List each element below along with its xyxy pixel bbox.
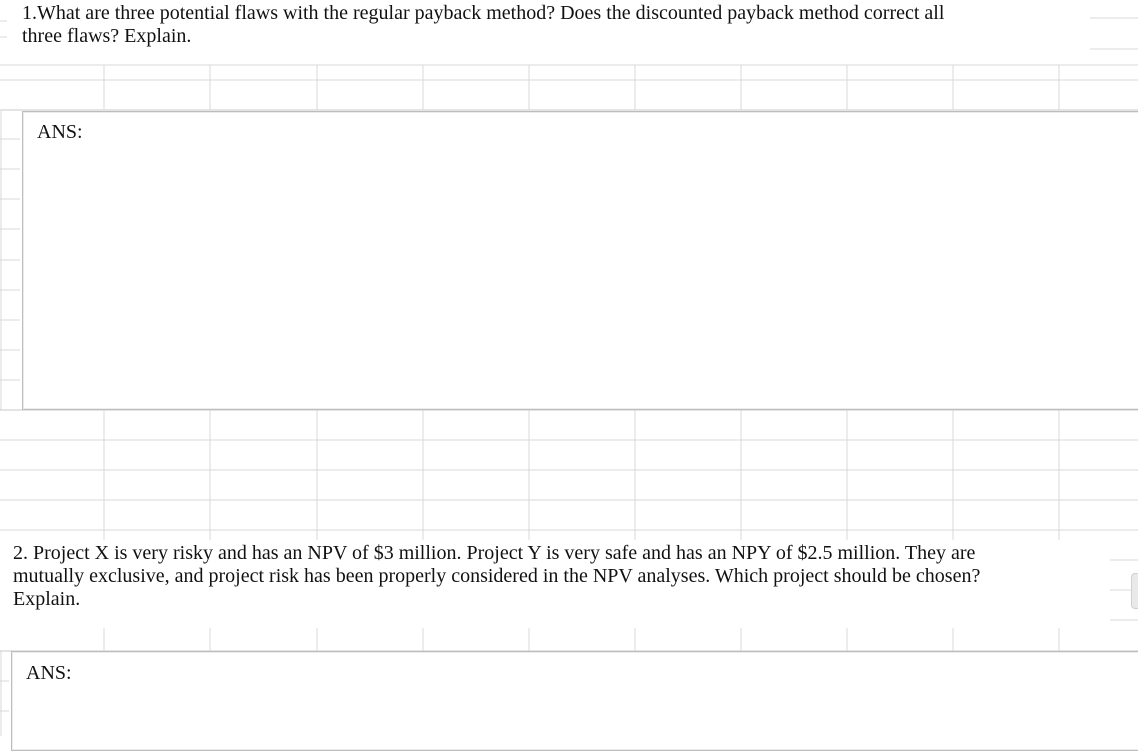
answer-1-textbox[interactable] [22, 111, 1138, 410]
question-2-line-1: 2. Project X is very risky and has an NPV of $3 million. Project Y is very safe and has an NPY of $2.5 million. They are [13, 542, 976, 564]
question-2-text [13, 542, 986, 611]
question-1-line-2: three flaws? Explain. [22, 25, 192, 47]
answer-2-label: ANS: [26, 662, 72, 684]
question-1-text [22, 2, 950, 48]
answer-1-label: ANS: [37, 121, 83, 143]
answer-2-textbox[interactable] [11, 651, 1138, 751]
scrollbar-handle[interactable] [1131, 573, 1138, 609]
question-2-line-2: mutually exclusive, and project risk has been properly considered in the NPV analyses. Which project should be chosen? [13, 565, 981, 587]
question-2-line-3: Explain. [13, 588, 81, 610]
question-1-line-1: 1.What are three potential flaws with the regular payback method? Does the discounted payback method correct all [22, 2, 945, 24]
